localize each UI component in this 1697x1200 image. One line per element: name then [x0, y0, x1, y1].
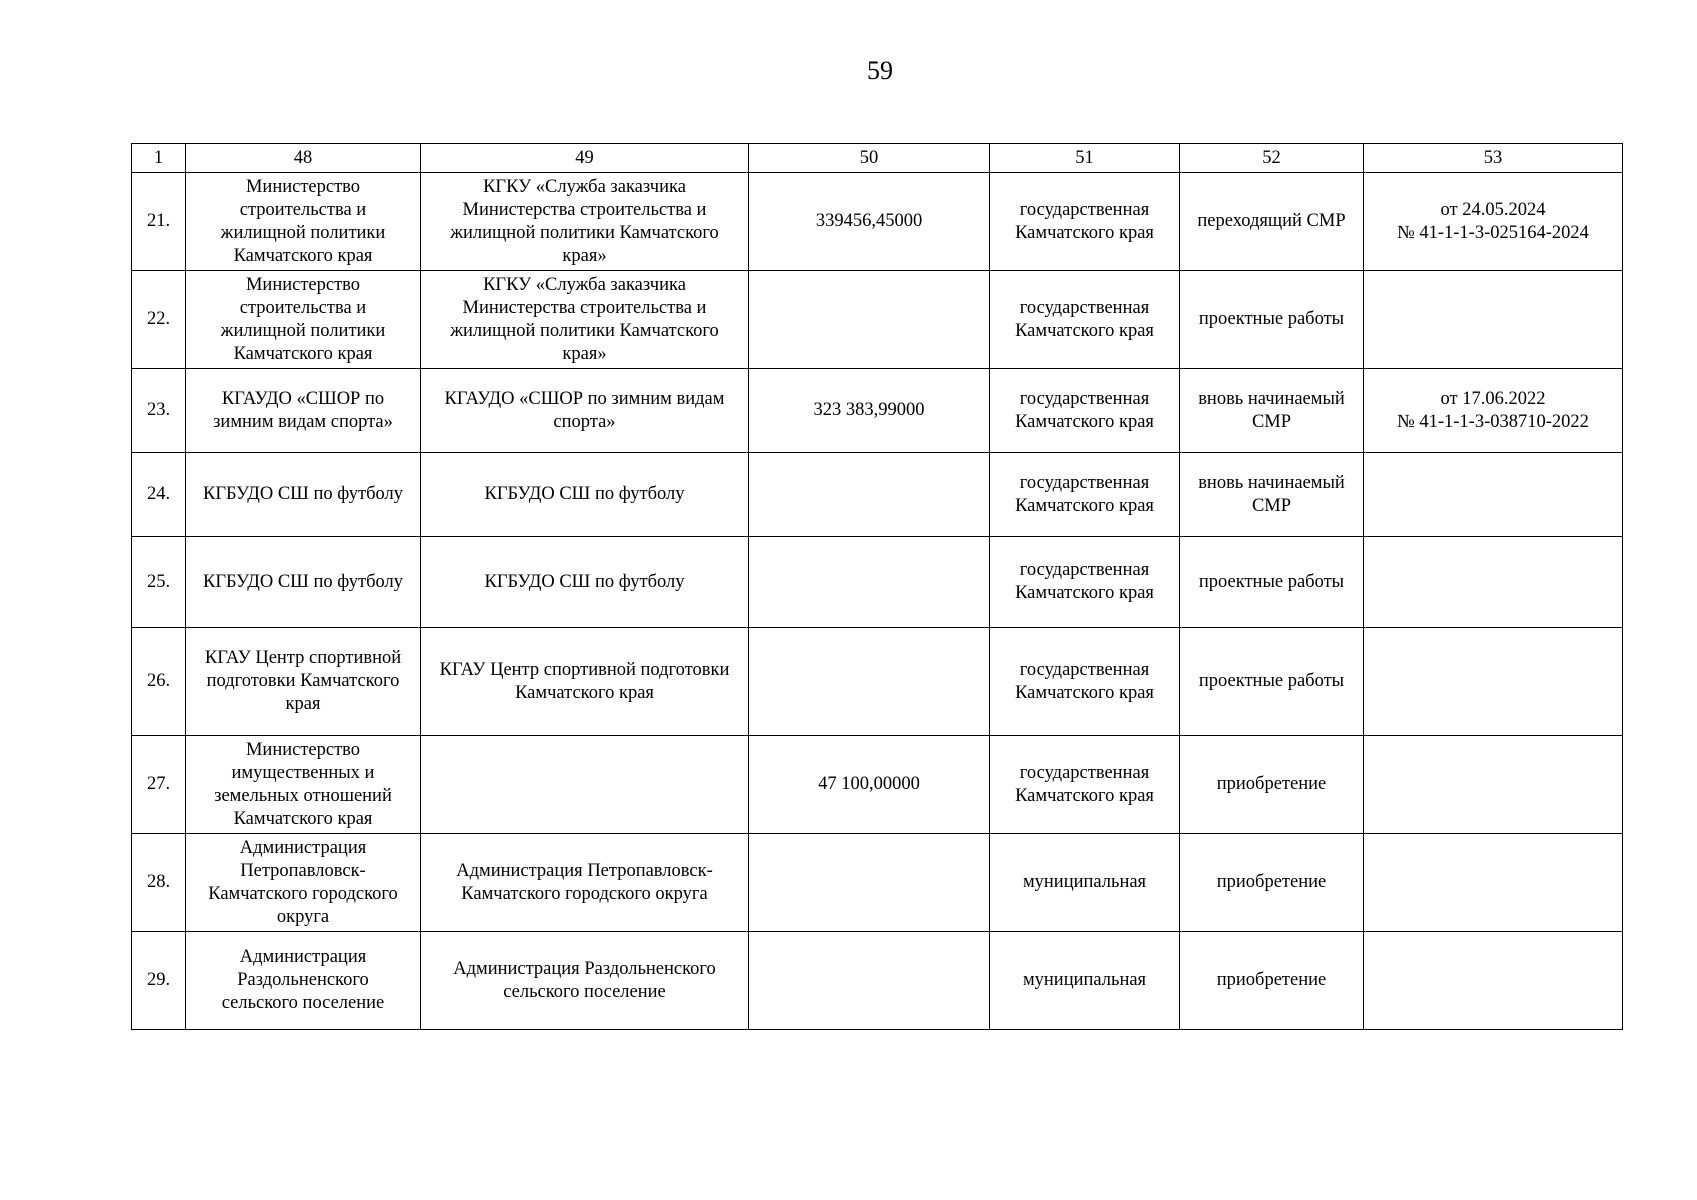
column-header-49: 49 — [421, 144, 749, 173]
col-50-cell — [749, 453, 990, 537]
col-53-cell — [1364, 453, 1623, 537]
col-48-cell: Администрация Петропавловск- Камчатского городского округа — [186, 834, 421, 932]
col-52-cell: вновь начинаемый СМР — [1180, 453, 1364, 537]
page-number: 59 — [867, 56, 893, 85]
col-50-cell: 323 383,99000 — [749, 369, 990, 453]
col-48-cell: КГБУДО СШ по футболу — [186, 537, 421, 628]
col-49-cell: Администрация Петропавловск- Камчатского городского округа — [421, 834, 749, 932]
col-48-cell: КГАУ Центр спортивной подготовки Камчатского края — [186, 628, 421, 736]
col-53-cell: от 17.06.2022 № 41-1-1-3-038710-2022 — [1364, 369, 1623, 453]
col-49-cell: КГБУДО СШ по футболу — [421, 537, 749, 628]
row-number-cell: 23. — [132, 369, 186, 453]
col-48-cell: Администрация Раздольненского сельского поселение — [186, 932, 421, 1030]
col-53-cell — [1364, 271, 1623, 369]
col-50-cell: 47 100,00000 — [749, 736, 990, 834]
col-53-cell: от 24.05.2024 № 41-1-1-3-025164-2024 — [1364, 173, 1623, 271]
col-51-cell: муниципальная — [990, 834, 1180, 932]
table-row — [132, 173, 1623, 271]
row-number-cell: 25. — [132, 537, 186, 628]
table-row — [132, 453, 1623, 537]
col-52-cell: переходящий СМР — [1180, 173, 1364, 271]
col-51-cell: государственная Камчатского края — [990, 369, 1180, 453]
row-number-cell: 21. — [132, 173, 186, 271]
col-53-cell — [1364, 628, 1623, 736]
col-53-cell — [1364, 537, 1623, 628]
col-50-cell — [749, 628, 990, 736]
col-52-cell: проектные работы — [1180, 628, 1364, 736]
col-52-cell: проектные работы — [1180, 271, 1364, 369]
column-header-52: 52 — [1180, 144, 1364, 173]
col-48-cell: Министерство имущественных и земельных отношений Камчатского края — [186, 736, 421, 834]
col-51-cell: государственная Камчатского края — [990, 736, 1180, 834]
row-number-cell: 26. — [132, 628, 186, 736]
col-49-cell — [421, 736, 749, 834]
col-51-cell: государственная Камчатского края — [990, 537, 1180, 628]
col-52-cell: приобретение — [1180, 736, 1364, 834]
table-row — [132, 271, 1623, 369]
row-number-cell: 27. — [132, 736, 186, 834]
col-49-cell: КГАУ Центр спортивной подготовки Камчатского края — [421, 628, 749, 736]
row-number-cell: 24. — [132, 453, 186, 537]
col-49-cell: КГКУ «Служба заказчика Министерства строительства и жилищной политики Камчатского края» — [421, 173, 749, 271]
col-53-cell — [1364, 932, 1623, 1030]
table-row — [132, 628, 1623, 736]
col-51-cell: государственная Камчатского края — [990, 628, 1180, 736]
col-51-cell: государственная Камчатского края — [990, 271, 1180, 369]
row-number-cell: 22. — [132, 271, 186, 369]
col-50-cell — [749, 932, 990, 1030]
col-53-cell — [1364, 736, 1623, 834]
row-number-cell: 29. — [132, 932, 186, 1030]
col-48-cell: Министерство строительства и жилищной политики Камчатского края — [186, 173, 421, 271]
col-52-cell: вновь начинаемый СМР — [1180, 369, 1364, 453]
col-51-cell: муниципальная — [990, 932, 1180, 1030]
col-48-cell: КГБУДО СШ по футболу — [186, 453, 421, 537]
table-row — [132, 834, 1623, 932]
col-49-cell: Администрация Раздольненского сельского поселение — [421, 932, 749, 1030]
table-row — [132, 369, 1623, 453]
col-50-cell — [749, 537, 990, 628]
table-row — [132, 932, 1623, 1030]
col-49-cell: КГБУДО СШ по футболу — [421, 453, 749, 537]
col-50-cell — [749, 834, 990, 932]
col-51-cell: государственная Камчатского края — [990, 453, 1180, 537]
col-50-cell: 339456,45000 — [749, 173, 990, 271]
col-48-cell: КГАУДО «СШОР по зимним видам спорта» — [186, 369, 421, 453]
col-52-cell: проектные работы — [1180, 537, 1364, 628]
col-48-cell: Министерство строительства и жилищной политики Камчатского края — [186, 271, 421, 369]
col-51-cell: государственная Камчатского края — [990, 173, 1180, 271]
column-header-50: 50 — [749, 144, 990, 173]
data-table — [131, 143, 1623, 1030]
column-header-48: 48 — [186, 144, 421, 173]
col-52-cell: приобретение — [1180, 834, 1364, 932]
col-50-cell — [749, 271, 990, 369]
col-52-cell: приобретение — [1180, 932, 1364, 1030]
col-53-cell — [1364, 834, 1623, 932]
column-header-53: 53 — [1364, 144, 1623, 173]
col-49-cell: КГКУ «Служба заказчика Министерства строительства и жилищной политики Камчатского края» — [421, 271, 749, 369]
column-header-51: 51 — [990, 144, 1180, 173]
column-header-1: 1 — [132, 144, 186, 173]
col-49-cell: КГАУДО «СШОР по зимним видам спорта» — [421, 369, 749, 453]
row-number-cell: 28. — [132, 834, 186, 932]
table-row — [132, 537, 1623, 628]
table-row — [132, 736, 1623, 834]
table-header-row — [132, 144, 1623, 173]
